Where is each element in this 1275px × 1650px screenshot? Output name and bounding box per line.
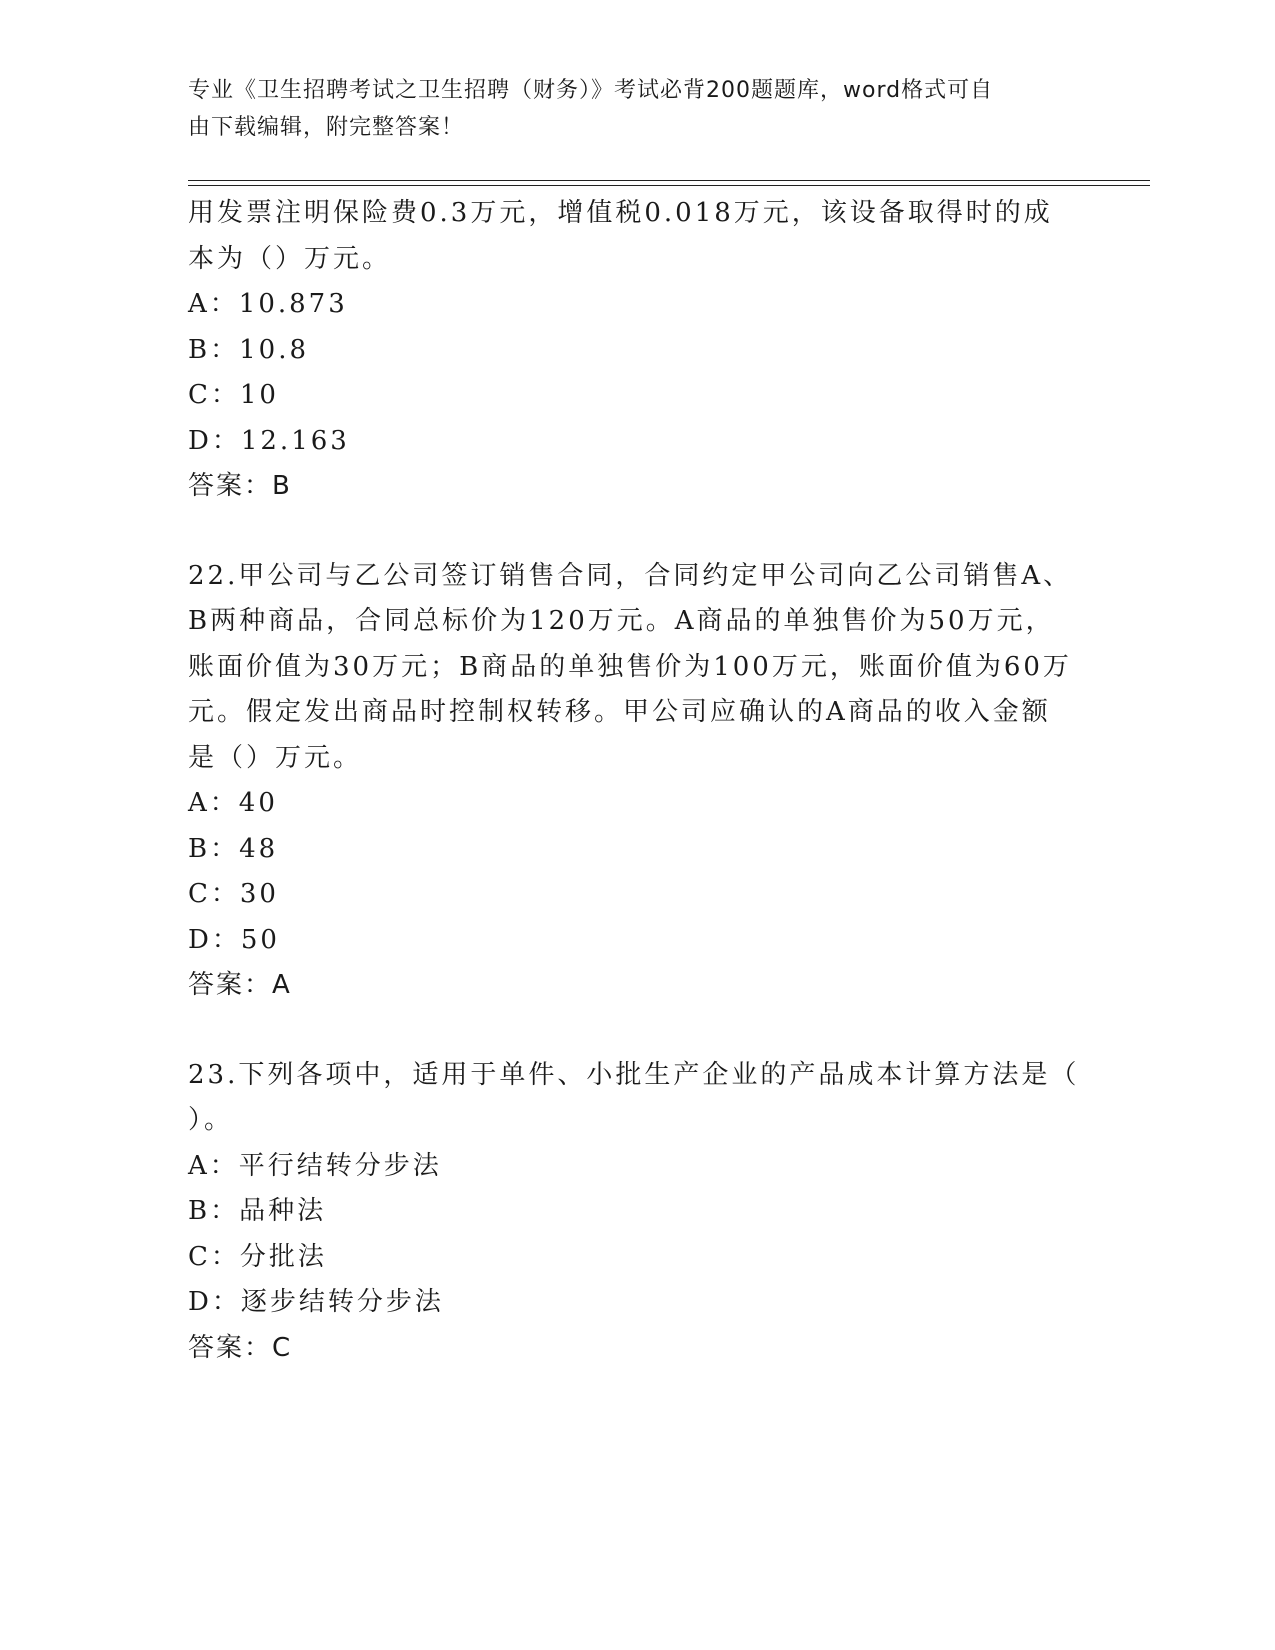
option-c: C：10 <box>188 380 279 410</box>
question-23 <box>188 1053 1088 1372</box>
question-text-line: ）。 <box>188 1105 234 1135</box>
document-header <box>188 72 1068 146</box>
header-divider-bottom <box>188 185 1150 186</box>
question-list <box>188 191 1088 1371</box>
answer-line: 答案：C <box>188 1332 293 1363</box>
option-d: D：50 <box>188 924 280 955</box>
option-b: B：品种法 <box>188 1196 327 1226</box>
spacer <box>188 510 1088 554</box>
question-text-line: 23.下列各项中，适用于单件、小批生产企业的产品成本计算方法是（ <box>188 1059 1080 1090</box>
question-22 <box>188 554 1088 1009</box>
spacer <box>188 1009 1088 1053</box>
option-b: B：48 <box>188 833 279 864</box>
option-d: D：12.163 <box>188 425 350 456</box>
question-21 <box>188 191 1088 510</box>
option-a: A：平行结转分步法 <box>188 1150 442 1181</box>
option-b: B：10.8 <box>188 334 309 365</box>
option-a: A：40 <box>188 788 278 818</box>
question-text-line: 用发票注明保险费0.3万元，增值税0.018万元，该设备取得时的成 <box>188 198 1053 228</box>
answer-line: 答案：B <box>188 471 292 501</box>
question-text-line: 22.甲公司与乙公司签订销售合同，合同约定甲公司向乙公司销售A、 <box>188 560 1073 591</box>
option-d: D：逐步结转分步法 <box>188 1287 444 1317</box>
question-text-line: 本为（）万元。 <box>188 243 392 274</box>
header-line-2: 由下载编辑，附完整答案！ <box>188 115 465 140</box>
question-text-line: B两种商品，合同总标价为120万元。A商品的单独售价为50万元， <box>188 606 1055 636</box>
question-text-line: 是（）万元。 <box>188 742 363 773</box>
question-text-line: 账面价值为30万元；B商品的单独售价为100万元，账面价值为60万 <box>188 651 1072 682</box>
question-text-line: 元。假定发出商品时控制权转移。甲公司应确认的A商品的收入金额 <box>188 697 1051 727</box>
option-a: A：10.873 <box>188 289 348 319</box>
option-c: C：30 <box>188 879 279 909</box>
header-line-1: 专业《卫生招聘考试之卫生招聘（财务）》考试必背200题题库，word格式可自 <box>188 78 994 103</box>
option-c: C：分批法 <box>188 1241 327 1272</box>
answer-line: 答案：A <box>188 970 292 1000</box>
header-divider-top <box>188 180 1150 181</box>
